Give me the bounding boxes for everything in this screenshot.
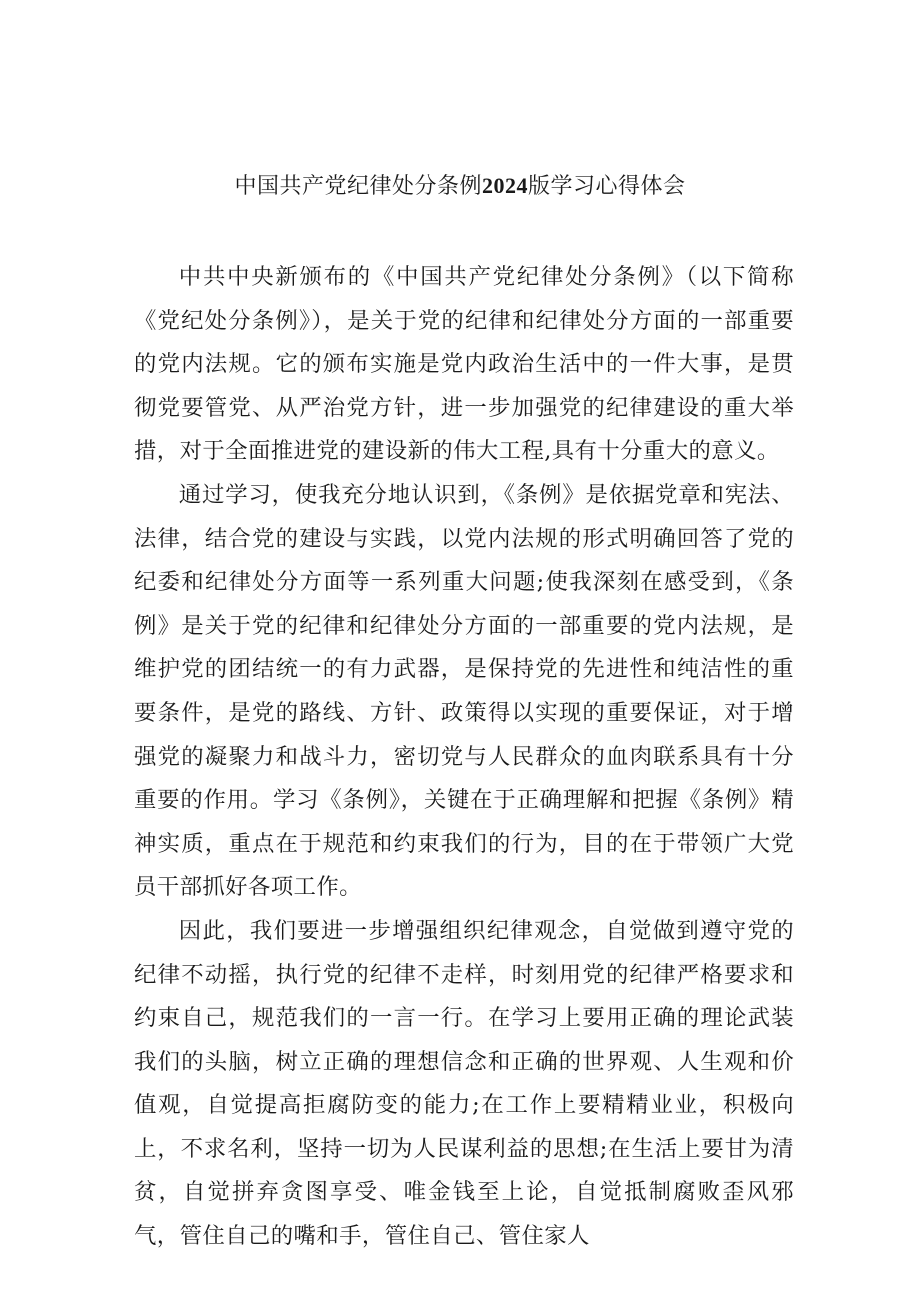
- paragraph-3: 因此，我们要进一步增强组织纪律观念，自觉做到遵守党的纪律不动摇，执行党的纪律不走样，时刻用党的纪律严格要求和约束自己，规范我们的一言一行。在学习上要用正确的理论武装我们的头脑，树立正确的理想信念和正确的世界观、人生观和价值观，自觉提高拒腐防变的能力;在工作上要精精业业，积极向上，不求名利，坚持一切为人民谋利益的思想;在生活上要甘为清贫，自觉拼弃贪图享受、唯金钱至上论，自觉抵制腐败歪风邪气，管住自己的嘴和手，管住自己、管住家人: [134, 917, 794, 1250]
- paragraph-2: 通过学习，使我充分地认识到，《条例》是依据党章和宪法、法律，结合党的建设与实践，以党内法规的形式明确回答了党的纪委和纪律处分方面等一系列重大问题;使我深刻在感受到，《条例》是关于党的纪律和纪律处分方面的一部重要的党内法规，是维护党的团结统一的有力武器，是保持党的先进性和纯洁性的重要条件，是党的路线、方针、政策得以实现的重要保证，对于增强党的凝聚力和战斗力，密切党与人民群众的血肉联系具有十分重要的作用。学习《条例》，关键在于正确理解和把握《条例》精神实质，重点在于规范和约束我们的行为，目的在于带领广大党员干部抓好各项工作。: [134, 481, 794, 901]
- document-title: [0, 170, 920, 203]
- title-text-prefix: 中国共产党纪律处分条例: [234, 174, 482, 199]
- document-body: [134, 256, 794, 1259]
- title-text-suffix: 版学习心得体会: [528, 174, 686, 199]
- paragraph-1: 中共中央新颁布的《中国共产党纪律处分条例》（以下简称《党纪处分条例》），是关于党的纪律和纪律处分方面的一部重要的党内法规。它的颁布实施是党内政治生活中的一件大事，是贯彻党要管党、从严治党方针，进一步加强党的纪律建设的重大举措，对于全面推进党的建设新的伟大工程,具有十分重大的意义。: [134, 264, 794, 465]
- title-year: 2024: [482, 173, 528, 198]
